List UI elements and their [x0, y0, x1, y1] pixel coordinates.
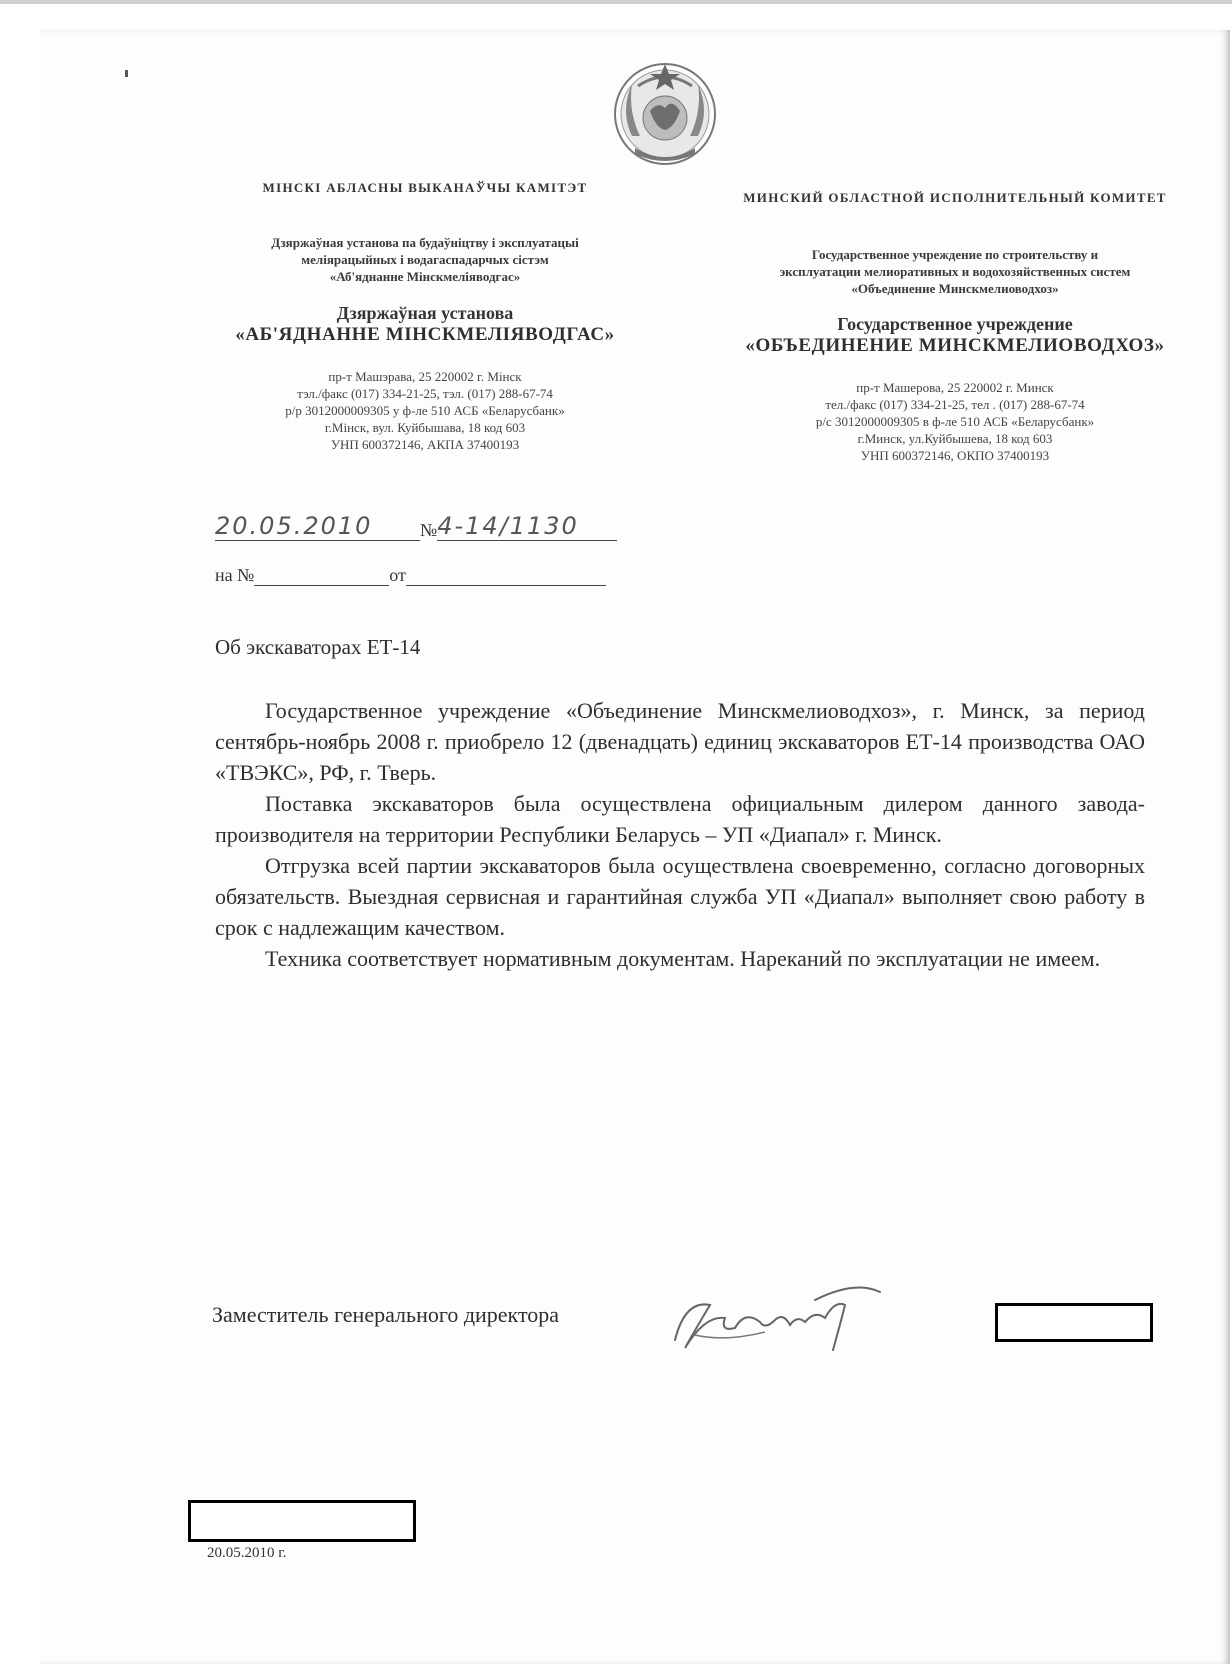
address-line: УНП 600372146, АКПА 37400193: [330, 437, 520, 452]
header-right: [715, 190, 1195, 464]
scan-speck: [125, 70, 128, 77]
letter-subject: Об экскаваторах ЕТ-14: [215, 635, 421, 659]
redaction-box-executor: [188, 1500, 416, 1542]
registration-line: [215, 512, 617, 541]
institution-subline: «Объединение Минскмелиоводхоз»: [851, 281, 1059, 296]
outgoing-date: 20.05.2010: [215, 512, 420, 541]
body-paragraph: Государственное учреждение «Объединение Минскмелиоводхоз», г. Минск, за период сентябрь-ноябрь 2008 г. приобрело 12 (двенадцать) единиц экскаваторов ЕТ-14 производства ОАО «ТВЭКС», РФ, г. Тверь.: [215, 698, 1145, 785]
committee-title-by: МІНСКІ АБЛАСНЫ ВЫКАНАЎЧЫ КАМІТЭТ: [262, 180, 588, 195]
reply-to-label: на №: [215, 565, 255, 585]
institution-subline: Дзяржаўная установа па будаўніцтву і эксплуатацыі: [271, 235, 579, 250]
org-kind-by: Дзяржаўная установа: [336, 303, 514, 323]
address-line: тел./факс (017) 334-21-25, тел . (017) 288-67-74: [825, 397, 1085, 412]
org-name-by: «АБ'ЯДНАННЕ МІНСКМЕЛІЯВОДГАС»: [235, 324, 615, 345]
org-kind-ru: Государственное учреждение: [837, 314, 1073, 334]
handwritten-signature: [665, 1270, 895, 1360]
body-paragraph: Поставка экскаваторов была осуществлена официальным дилером данного завода-производителя на территории Республики Беларусь – УП «Диапал» г. Минск.: [215, 791, 1145, 847]
address-line: г.Минск, ул.Куйбышева, 18 код 603: [857, 431, 1053, 446]
outgoing-number: 4-14/1130: [437, 512, 617, 541]
address-line: тэл./факс (017) 334-21-25, тэл. (017) 288-67-74: [297, 386, 553, 401]
footer-date: 20.05.2010 г.: [207, 1545, 287, 1561]
address-line: р/с 3012000009305 в ф-ле 510 АСБ «Беларусбанк»: [815, 414, 1095, 429]
state-emblem-icon: [610, 56, 720, 168]
institution-subline: Государственное учреждение по строительству и: [811, 247, 1099, 262]
reply-to-date-blank: [406, 565, 606, 586]
institution-subline: меліярацыйных і водагаспадарчых сістэм: [301, 252, 549, 267]
header-left: [215, 180, 635, 453]
signer-position: Заместитель генерального директора: [212, 1302, 560, 1327]
address-line: УНП 600372146, ОКПО 37400193: [860, 448, 1050, 463]
org-name-ru: «ОБЪЕДИНЕНИЕ МИНСКМЕЛИОВОДХОЗ»: [745, 335, 1165, 356]
reply-to-number-blank: [254, 565, 389, 586]
body-paragraph: Техника соответствует нормативным документам. Нареканий по эксплуатации не имеем.: [265, 946, 1101, 971]
address-line: пр-т Машэрава, 25 220002 г. Мінск: [328, 369, 522, 384]
institution-subline: эксплуатации мелиоративных и водохозяйственных систем: [779, 264, 1131, 279]
scan-top-edge: [0, 0, 1232, 4]
letter-body: [215, 695, 1145, 974]
address-line: пр-т Машерова, 25 220002 г. Минск: [856, 380, 1054, 395]
from-label: от: [389, 565, 406, 585]
reply-to-line: [215, 565, 606, 586]
redaction-box-signer-name: [995, 1303, 1153, 1342]
institution-subline: «Аб'яднанне Мінскмеліяводгас»: [329, 269, 521, 284]
address-line: г.Мінск, вул. Куйбышава, 18 код 603: [324, 420, 526, 435]
address-line: р/р 3012000009305 у ф-ле 510 АСБ «Беларусбанк»: [285, 403, 565, 418]
body-paragraph: Отгрузка всей партии экскаваторов была осуществлена своевременно, согласно договорных обязательств. Выездная сервисная и гарантийная служба УП «Диапал» выполняет свою работу в срок с надлежащим качеством.: [215, 853, 1145, 940]
number-sign: №: [420, 520, 438, 540]
committee-title-ru: МИНСКИЙ ОБЛАСТНОЙ ИСПОЛНИТЕЛЬНЫЙ КОМИТЕТ: [743, 190, 1167, 205]
